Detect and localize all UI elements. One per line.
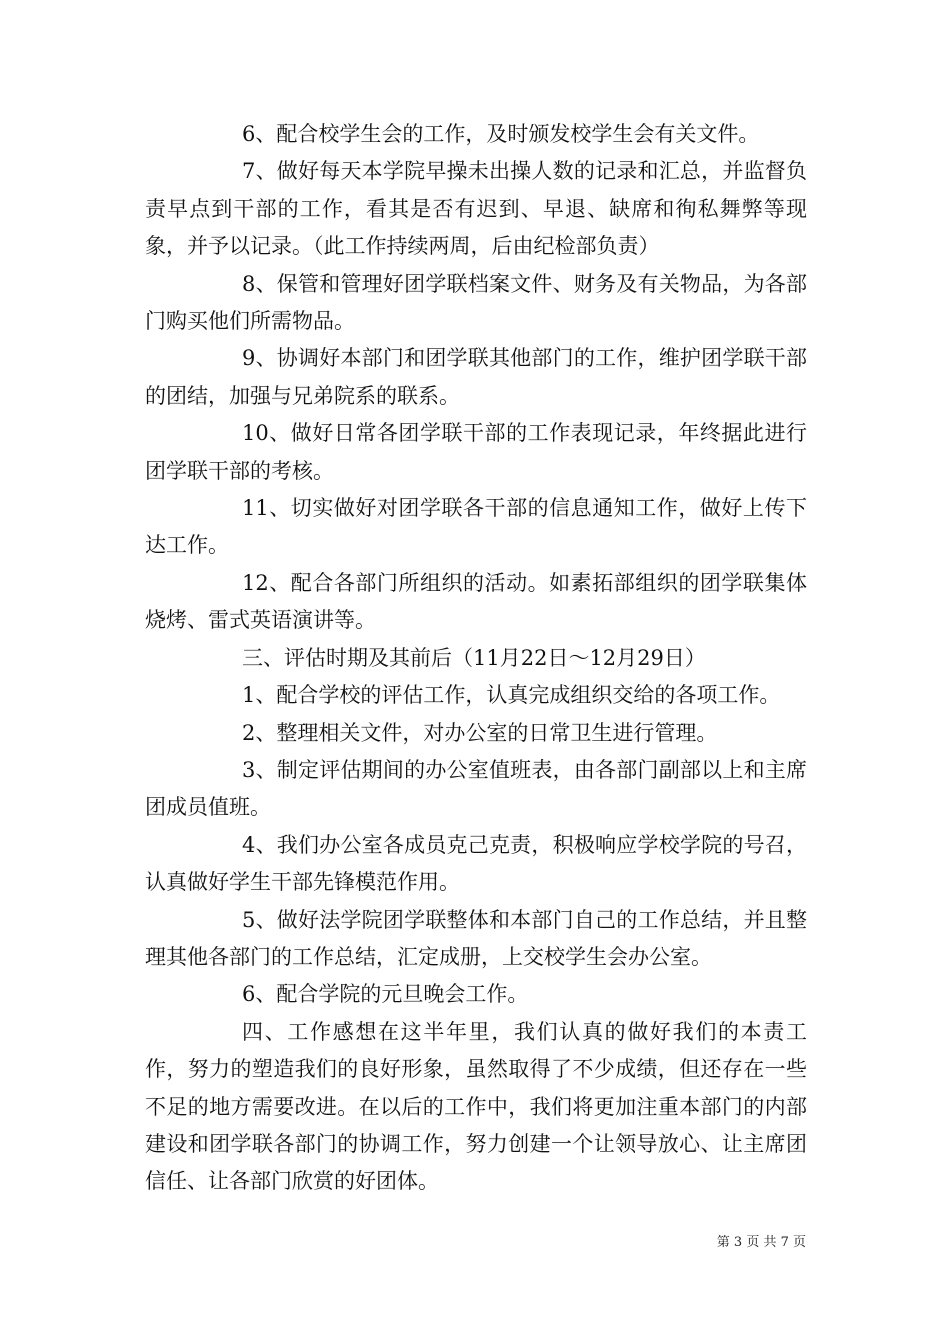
paragraph-12: 5、做好法学院团学联整体和本部门自己的工作总结，并且整理其他各部门的工作总结，汇定成册，上交校学生会办公室。 xyxy=(145,907,807,969)
section-heading-3: 三、评估时期及其前后（11月22日～12月29日） xyxy=(242,645,706,670)
paragraph-13: 6、配合学院的元旦晚会工作。 xyxy=(242,982,529,1007)
paragraph-1: 6、配合校学生会的工作，及时颁发校学生会有关文件。 xyxy=(242,122,760,146)
paragraph-7: 12、配合各部门所组织的活动。如素拓部组织的团学联集体烧烤、雷式英语演讲等。 xyxy=(145,570,807,633)
page-number-footer: 第 3 页 共 7 页 xyxy=(716,1235,806,1250)
paragraph-2: 7、做好每天本学院早操未出操人数的记录和汇总，并监督负责早点到干部的工作，看其是否有迟到、早退、缺席和徇私舞弊等现象，并予以记录。（此工作持续两周，后由纪检部负责） xyxy=(145,159,807,259)
paragraph-4: 9、协调好本部门和团学联其他部门的工作，维护团学联干部的团结，加强与兄弟院系的联系。 xyxy=(145,346,807,408)
paragraph-10: 3、制定评估期间的办公室值班表，由各部门副部以上和主席团成员值班。 xyxy=(145,757,807,820)
paragraph-6: 11、切实做好对团学联各干部的信息通知工作，做好上传下达工作。 xyxy=(145,496,807,558)
paragraph-9: 2、整理相关文件，对办公室的日常卫生进行管理。 xyxy=(242,720,718,745)
paragraph-3: 8、保管和管理好团学联档案文件、财务及有关物品，为各部门购买他们所需物品。 xyxy=(145,271,807,334)
document-body xyxy=(145,116,807,1201)
section-heading-4: 四、工作感想在这半年里，我们认真的做好我们的本责工作，努力的塑造我们的良好形象，虽然取得了不少成绩，但还存在一些不足的地方需要改进。在以后的工作中，我们将更加注重本部门的内部建设和团学联各部门的协调工作，努力创建一个让领导放心、让主席团信任、让各部门欣赏的好团体。 xyxy=(145,1019,807,1194)
paragraph-8: 1、配合学校的评估工作，认真完成组织交给的各项工作。 xyxy=(242,683,781,708)
paragraph-11: 4、我们办公室各成员克己克责，积极响应学校学院的号召，认真做好学生干部先锋模范作用。 xyxy=(145,832,807,895)
paragraph-5: 10、做好日常各团学联干部的工作表现记录，年终据此进行团学联干部的考核。 xyxy=(145,421,807,483)
